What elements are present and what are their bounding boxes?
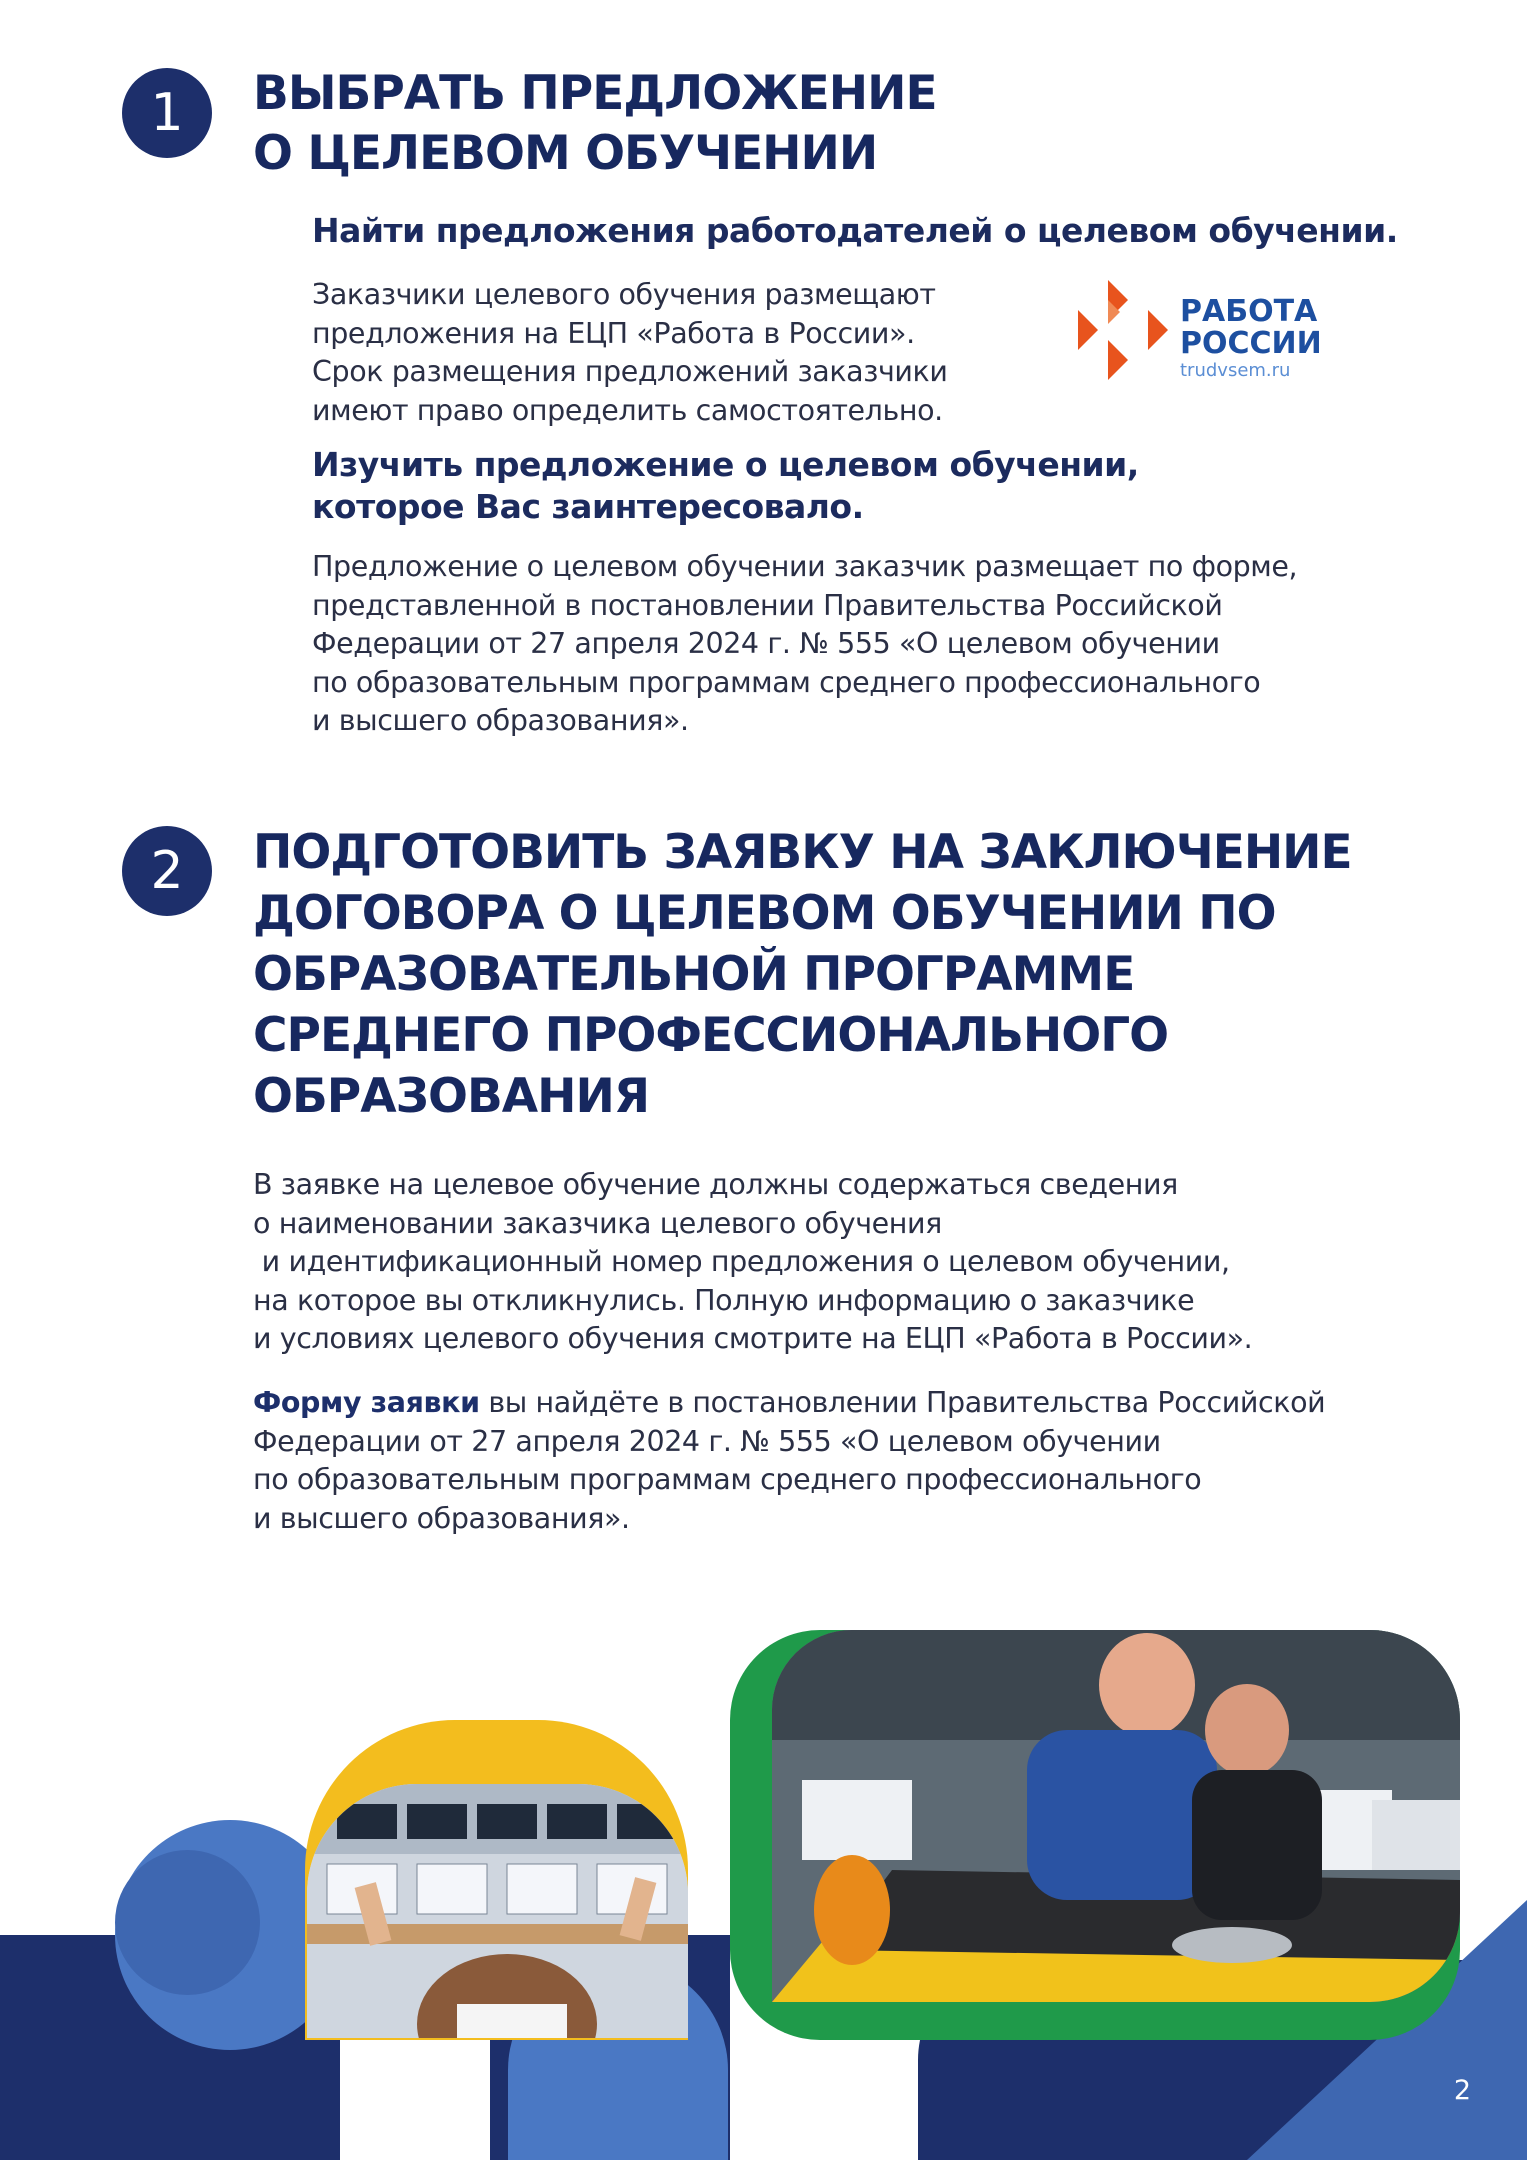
step-2-paragraph-application-form <box>253 1384 1325 1538</box>
text-line: о наименовании заказчика целевого обучения <box>253 1206 942 1240</box>
step-2-title-line: ДОГОВОРА О ЦЕЛЕВОМ ОБУЧЕНИИ ПО <box>253 886 1276 941</box>
step-2-title-line: ОБРАЗОВАТЕЛЬНОЙ ПРОГРАММЕ <box>253 947 1135 1002</box>
step-1-title-line: О ЦЕЛЕВОМ ОБУЧЕНИИ <box>253 126 878 181</box>
text-fragment: вы найдёте в постановлении Правительства Российской <box>479 1386 1326 1419</box>
step-2-title-line: ПОДГОТОВИТЬ ЗАЯВКУ НА ЗАКЛЮЧЕНИЕ <box>253 825 1352 880</box>
text-line: Федерации от 27 апреля 2024 г. № 555 «О целевом обучении <box>253 1424 1161 1458</box>
text-line: представленной в постановлении Правительства Российской <box>312 588 1223 622</box>
logo-url: trudvsem.ru <box>1180 360 1291 381</box>
text-line: В заявке на целевое обучение должны содержаться сведения <box>253 1168 1178 1201</box>
text-line: и условиях целевого обучения смотрите на ЕЦП «Работа в России». <box>253 1322 1253 1355</box>
photo-workshop-training <box>772 1630 1460 2002</box>
step-1-subheading-find: Найти предложения работодателей о целевом обучении. <box>312 211 1398 250</box>
step-1-title-line: ВЫБРАТЬ ПРЕДЛОЖЕНИЕ <box>253 66 937 121</box>
text-line: имеют право определить самостоятельно. <box>312 393 943 427</box>
step-1-number-badge <box>122 68 212 158</box>
step-1-paragraph-offer-form <box>312 548 1297 741</box>
text-line: на которое вы откликнулись. Полную информацию о заказчике <box>253 1283 1195 1317</box>
form-link-bold-text: Форму заявки <box>253 1386 480 1419</box>
text-line: Срок размещения предложений заказчики <box>312 355 948 388</box>
step-1-title <box>253 64 937 184</box>
text-line: Заказчики целевого обучения размещают <box>312 278 936 311</box>
text-line: и идентификационный номер предложения о целевом обучении, <box>253 1245 1230 1278</box>
step-2-number-badge <box>122 826 212 916</box>
page-number: 2 <box>1453 2075 1471 2106</box>
step-2-title-line: СРЕДНЕГО ПРОФЕССИОНАЛЬНОГО <box>253 1008 1169 1063</box>
text-line: Изучить предложение о целевом обучении, <box>312 445 1139 484</box>
text-line: Предложение о целевом обучении заказчик размещает по форме, <box>312 550 1298 583</box>
workshop-illustration <box>772 1630 1460 2002</box>
photo-computer-lab <box>307 1784 688 2038</box>
text-line: которое Вас заинтересовало. <box>312 487 864 526</box>
step-2-number: 2 <box>150 841 184 901</box>
rabota-rossii-logo <box>1078 280 1322 381</box>
logo-line-2: РОССИИ <box>1180 326 1322 361</box>
decor-light-circle-left <box>115 1850 260 1995</box>
text-line: предложения на ЕЦП «Работа в России». <box>312 316 915 350</box>
computer-lab-illustration <box>307 1784 688 2038</box>
text-line: и высшего образования». <box>312 704 689 737</box>
text-line: Федерации от 27 апреля 2024 г. № 555 «О целевом обучении <box>312 627 1220 660</box>
step-1-subheading-study <box>312 444 1139 528</box>
step-2-title-line: ОБРАЗОВАНИЯ <box>253 1069 650 1124</box>
text-line: и высшего образования». <box>253 1501 630 1535</box>
step-2-title <box>253 822 1352 1127</box>
logo-line-1: РАБОТА <box>1180 294 1318 329</box>
text-line <box>253 1384 1325 1423</box>
rabota-rossii-emblem-icon <box>1078 280 1178 380</box>
step-1-paragraph-customers <box>312 276 948 430</box>
text-line: по образовательным программам среднего профессионального <box>312 665 1261 699</box>
text-line: по образовательным программам среднего профессионального <box>253 1463 1202 1496</box>
step-2-paragraph-application-info <box>253 1166 1252 1359</box>
step-1-number: 1 <box>150 83 184 143</box>
